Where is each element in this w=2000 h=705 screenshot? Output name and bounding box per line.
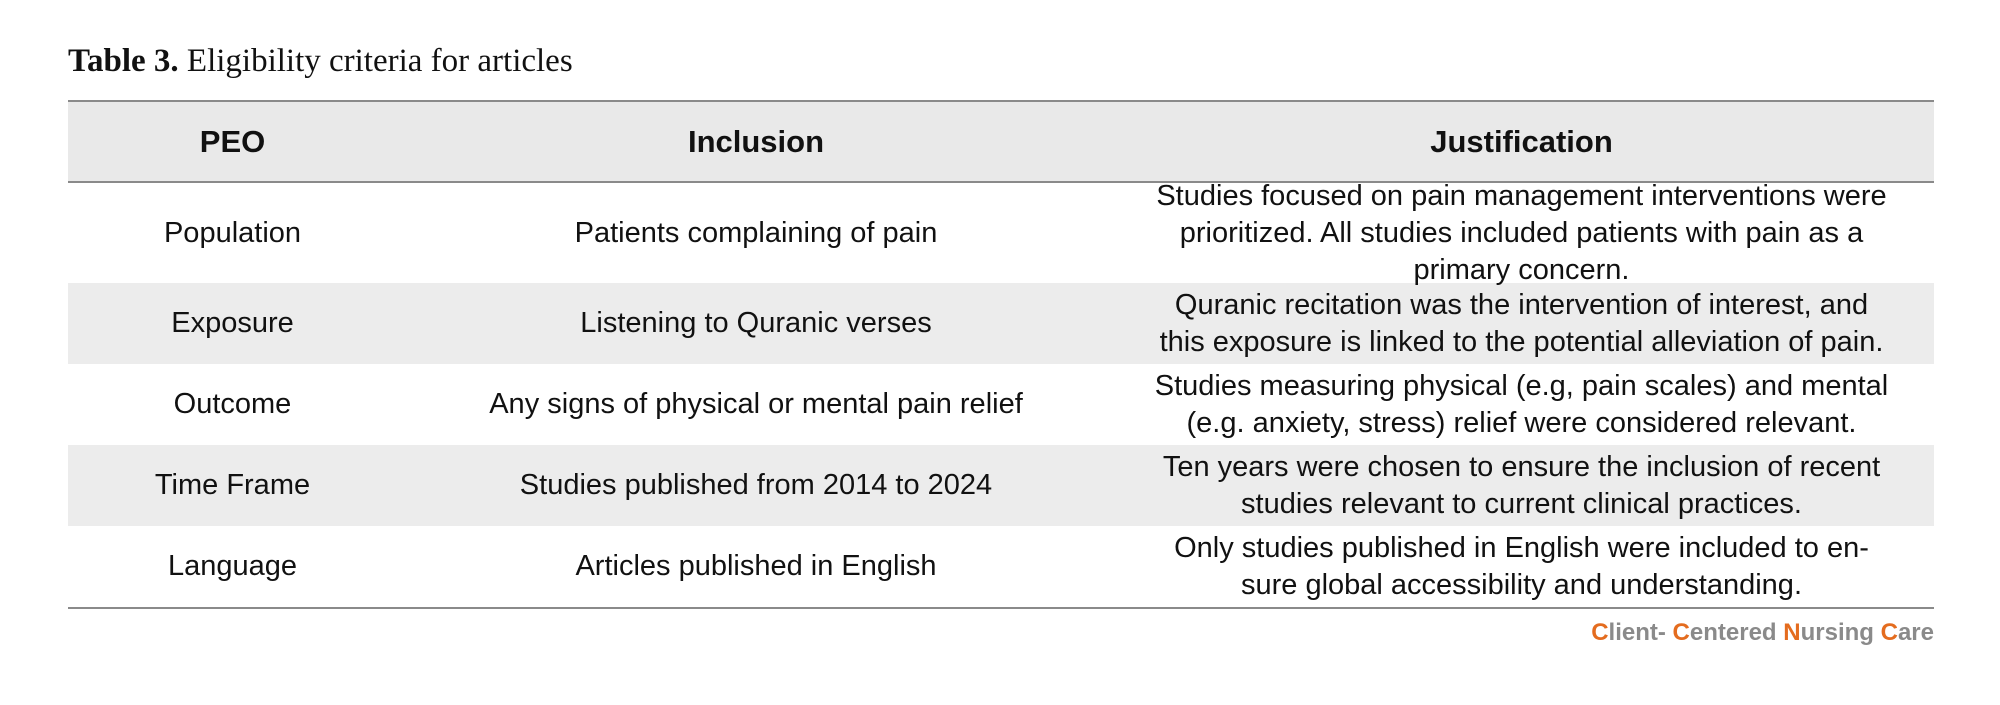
table-row (68, 179, 1934, 286)
peo-cell: Time Frame (154, 469, 311, 501)
justification-cell (1115, 178, 1934, 289)
inclusion-cell: Patients complaining of pain (574, 216, 938, 249)
inclusion-cell: Articles published in English (575, 550, 937, 582)
header-justification: Justification (1430, 124, 1613, 159)
justification-line: this exposure is linked to the potential alleviation of pain. (1159, 325, 1884, 358)
inclusion-cell: Any signs of physical or mental pain relief (489, 388, 1023, 420)
inclusion-cell: Listening to Quranic verses (580, 307, 932, 339)
justification-cell (1115, 287, 1934, 361)
table-header-row (68, 102, 1934, 183)
table-row (68, 445, 1934, 526)
brand-part: ursing (1800, 619, 1881, 646)
caption-title: Eligibility criteria for articles (186, 43, 573, 79)
peo-cell: Language (167, 550, 298, 582)
justification-line: Studies focused on pain management interventions were (1156, 179, 1887, 212)
header-peo: PEO (199, 124, 266, 159)
peo-cell: Outcome (173, 388, 292, 420)
justification-line: Only studies published in English were included to en- (1174, 531, 1869, 564)
justification-line: studies relevant to current clinical practices. (1241, 487, 1802, 520)
justification-line: primary concern. (1413, 253, 1630, 286)
justification-cell (1115, 368, 1934, 442)
justification-line: Studies measuring physical (e.g, pain scales) and mental (1154, 369, 1889, 402)
brand-part: are (1897, 619, 1934, 646)
table-row (68, 283, 1934, 364)
justification-line: Quranic recitation was the intervention of interest, and (1174, 288, 1869, 321)
brand-part: entered (1689, 619, 1784, 646)
brand-part: lient- (1608, 619, 1673, 646)
peo-cell: Exposure (171, 307, 294, 339)
eligibility-table (68, 100, 1934, 609)
table-row (68, 526, 1934, 607)
justification-line: Ten years were chosen to ensure the inclusion of recent (1162, 450, 1881, 483)
header-inclusion: Inclusion (687, 124, 825, 159)
brand-part: C (1672, 619, 1690, 646)
brand-part: C (1591, 619, 1609, 646)
brand-part: C (1880, 619, 1898, 646)
justification-line: sure global accessibility and understanding. (1240, 568, 1802, 601)
peo-cell: Population (163, 216, 302, 249)
caption-label: Table 3. (68, 43, 179, 79)
inclusion-cell: Studies published from 2014 to 2024 (519, 469, 993, 501)
justification-line: prioritized. All studies included patients with pain as a (1179, 216, 1864, 249)
table-row (68, 364, 1934, 445)
justification-cell (1115, 530, 1934, 604)
table-caption (68, 36, 573, 86)
justification-line: (e.g. anxiety, stress) relief were considered relevant. (1186, 406, 1857, 439)
brand-part: N (1783, 619, 1801, 646)
justification-cell (1115, 449, 1934, 523)
journal-brand-logo (1591, 619, 1934, 647)
